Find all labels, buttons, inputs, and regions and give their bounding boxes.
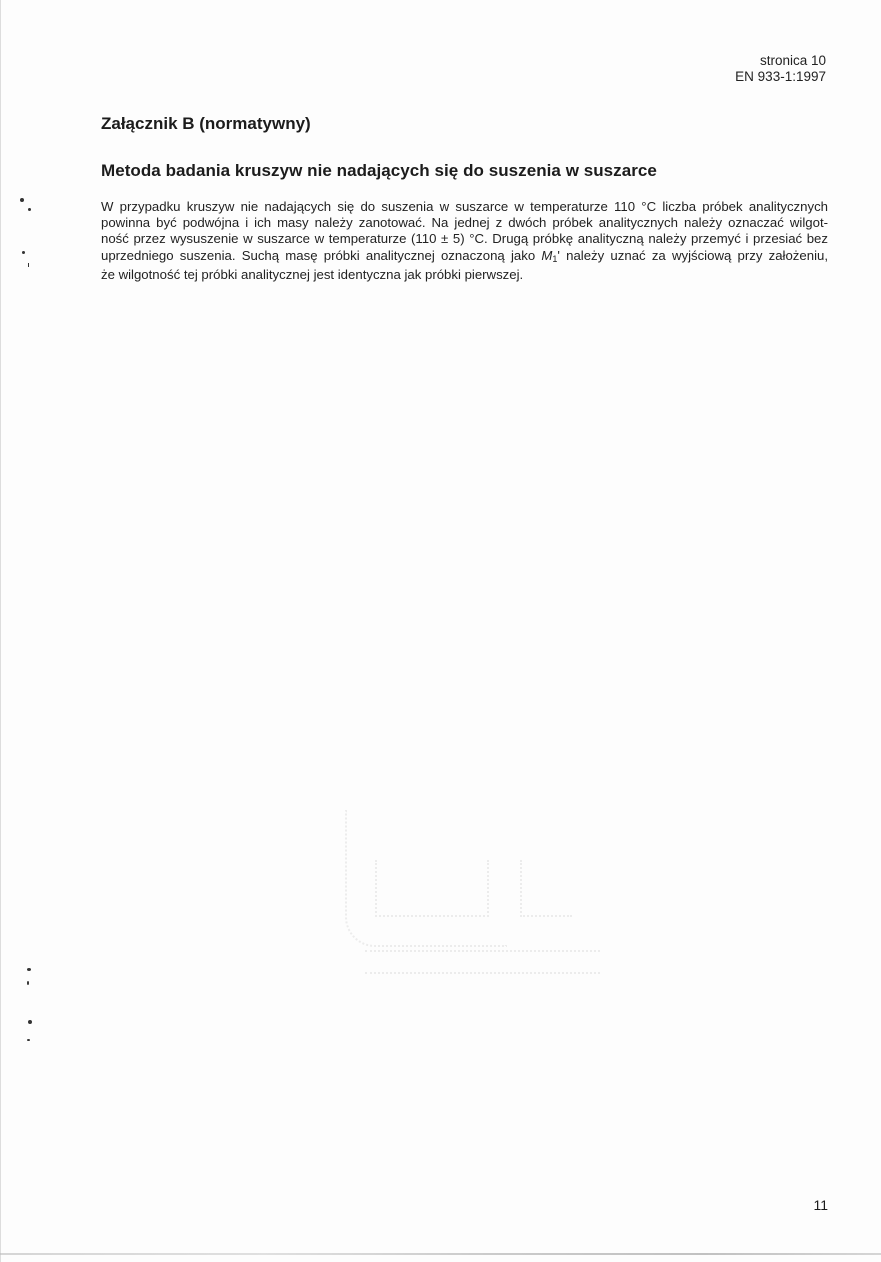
line-text: należy uznać za wyjściową przy założeniu, (559, 247, 829, 263)
paragraph-line: ność przez wysuszenie w suszarce w temperaturze (110 ± 5) °C. Drugą próbkę analityczną należy przemyć i przesiać bez (101, 231, 828, 247)
scan-speck (22, 251, 25, 254)
paragraph-line: powinna być podwójna i ich masy należy zanotować. Na jednej z dwóch próbek analitycznych należy oznaczać wilgot- (101, 215, 828, 231)
paragraph-line (101, 248, 828, 267)
line-text: uprzedniego suszenia. Suchą masę próbki analitycznej oznaczoną jako (101, 247, 542, 263)
body-paragraph (101, 199, 828, 283)
scan-left-edge (0, 0, 1, 1262)
scan-speck (27, 981, 29, 985)
mass-symbol-subscript: 1 (552, 253, 558, 264)
mass-symbol-prime: ' (557, 247, 560, 263)
scan-speck (27, 968, 31, 971)
annex-title: Załącznik B (normatywny) (101, 114, 311, 133)
scan-speck (28, 1020, 32, 1024)
section-title: Metoda badania kruszyw nie nadających się do suszenia w suszarce (101, 161, 657, 180)
standard-id: EN 933-1:1997 (735, 69, 826, 84)
scan-speck (20, 198, 24, 202)
scan-speck (27, 1039, 30, 1041)
faint-watermark-logo (335, 780, 605, 980)
mass-symbol: M (541, 247, 553, 263)
scan-speck (28, 263, 29, 267)
watermark-shape (520, 860, 572, 917)
watermark-shape (375, 860, 489, 917)
watermark-shape (365, 950, 600, 974)
page-header (735, 53, 826, 85)
paragraph-line: że wilgotność tej próbki analitycznej jest identyczna jak próbki pierwszej. (101, 266, 524, 282)
scan-speck (28, 208, 31, 211)
page-number: 11 (813, 1197, 828, 1213)
scan-bottom-edge (0, 1253, 881, 1255)
paragraph-line: W przypadku kruszyw nie nadających się do suszenia w suszarce w temperaturze 110 °C liczba próbek analitycznych (101, 199, 828, 214)
page-label: stronica 10 (759, 53, 826, 68)
